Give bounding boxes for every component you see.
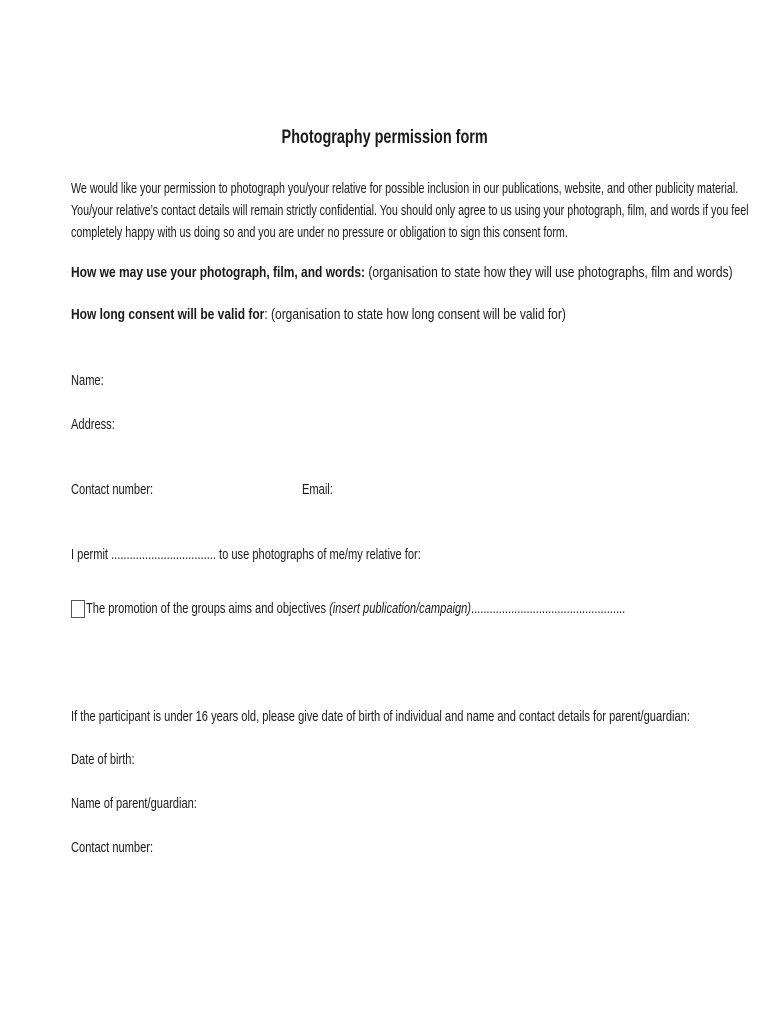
validity-statement bbox=[71, 306, 566, 323]
page-title: Photography permission form bbox=[281, 127, 489, 148]
intro-paragraph bbox=[71, 178, 749, 244]
permit-prefix: I permit bbox=[71, 546, 112, 563]
permit-suffix: to use photographs of me/my relative for: bbox=[215, 546, 421, 563]
name-field-label: Name: bbox=[71, 372, 104, 389]
intro-line-3: completely happy with us doing so and you are under no pressure or obligation to sign this consent form. bbox=[71, 225, 568, 241]
intro-line-1: We would like your permission to photograph you/your relative for possible inclusion in our publications, website, and other publicity material. bbox=[71, 181, 739, 197]
guardian-contact-number-field-label: Contact number: bbox=[71, 839, 154, 856]
validity-label: How long consent will be valid for bbox=[71, 306, 265, 323]
promotion-option-placeholder: (insert publication/campaign) bbox=[329, 600, 472, 617]
email-field-label: Email: bbox=[302, 481, 333, 498]
usage-note: (organisation to state how they will use photographs, film and words) bbox=[365, 264, 733, 281]
dob-field-label: Date of birth: bbox=[71, 751, 135, 768]
promotion-option-blank: .................................................. bbox=[471, 600, 626, 617]
usage-label: How we may use your photograph, film, and words: bbox=[71, 264, 366, 281]
permit-statement bbox=[71, 546, 421, 563]
contact-number-field-label: Contact number: bbox=[71, 481, 154, 498]
usage-statement bbox=[71, 264, 733, 281]
address-field-label: Address: bbox=[71, 416, 115, 433]
promotion-checkbox[interactable] bbox=[71, 600, 85, 618]
promotion-option-text: The promotion of the groups aims and objectives bbox=[86, 600, 330, 617]
intro-line-2: You/your relative’s contact details will remain strictly confidential. You should only agree to us using your photograph, film, and words if you feel bbox=[71, 203, 749, 219]
minor-instructions: If the participant is under 16 years old, please give date of birth of individual and name and contact details for parent/guardian: bbox=[71, 708, 690, 725]
promotion-option bbox=[86, 600, 625, 617]
guardian-name-field-label: Name of parent/guardian: bbox=[71, 795, 197, 812]
validity-note: : (organisation to state how long consent will be valid for) bbox=[264, 306, 566, 323]
permit-blank: .................................. bbox=[111, 546, 216, 563]
